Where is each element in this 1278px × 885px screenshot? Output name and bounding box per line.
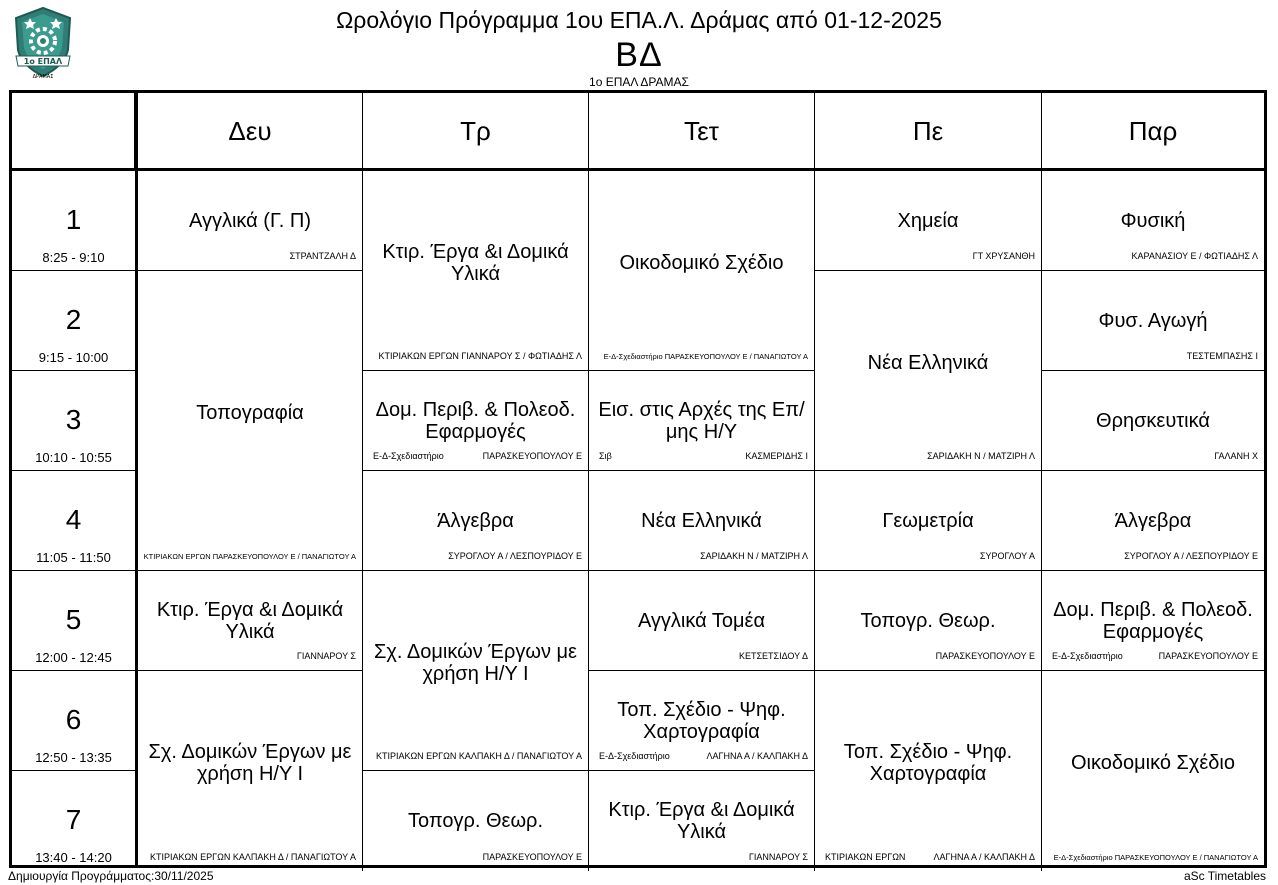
lesson-cell [138,171,363,271]
lesson-subject: Θρησκευτικά [1096,410,1210,432]
lesson-cell [363,171,589,371]
lesson-teacher: ΚΤΙΡΙΑΚΩΝ ΕΡΓΩΝ ΚΑΛΠΑΚΗ Δ / ΠΑΝΑΓΙΩΤΟΥ Α [375,751,582,761]
lesson-subject: Σχ. Δομικών Έργων με χρήση Η/Υ Ι [148,741,352,785]
lesson-room: ΚΤΙΡΙΑΚΩΝ ΕΡΓΩΝ [825,852,906,862]
lesson-teacher: ΚΤΙΡΙΑΚΩΝ ΕΡΓΩΝ ΚΑΛΠΑΚΗ Δ / ΠΑΝΑΓΙΩΤΟΥ Α [149,852,356,862]
lesson-room: Σιβ [599,451,612,461]
lesson-teacher: ΤΕΣΤΕΜΠΑΣΗΣ Ι [1186,351,1258,361]
lesson-cell [1042,471,1264,571]
lesson-subject: Αγγλικά Τομέα [637,610,766,632]
class-name: ΒΔ [615,36,663,74]
period-cell [12,171,135,271]
timetable-grid [9,90,1267,868]
lesson-cell [1042,671,1264,871]
lesson-cell [589,371,815,471]
lesson-cell [589,571,815,671]
lesson-teacher: ΛΑΓΗΝΑ Α / ΚΑΛΠΑΚΗ Δ [706,751,808,761]
lesson-cell [815,171,1042,271]
lesson-teacher: ΓΙΑΝΝΑΡΟΥ Σ [296,651,356,661]
timetable-title: Ωρολόγιο Πρόγραμμα 1ου ΕΠΑ.Λ. Δράμας από 01-12-2025 [336,7,942,33]
period-time: 8:25 - 9:10 [42,250,105,265]
period-cell [12,271,135,371]
lesson-cell [363,571,589,771]
day-header: Παρ [1128,116,1178,146]
lesson-teacher: ΓΑΛΑΝΗ Χ [1214,451,1258,461]
period-cell [12,671,135,771]
lesson-teacher: ΣΥΡΟΓΛΟΥ Α / ΛΕΣΠΟΥΡΙΔΟΥ Ε [448,551,582,561]
period-time: 12:00 - 12:45 [35,650,112,665]
lesson-teacher: Ε-Δ-Σχεδιαστήριο ΠΑΡΑΣΚΕΥΟΠΟΥΛΟΥ Ε / ΠΑΝΑΓΙΩΤΟΥ Α [1053,853,1258,862]
lesson-cell [815,471,1042,571]
period-time: 9:15 - 10:00 [38,350,109,365]
lesson-teacher: ΚΕΤΣΕΤΣΙΔΟΥ Δ [738,651,808,661]
period-number: 7 [65,804,82,835]
lesson-subject: Φυσ. Αγωγή [1098,310,1208,332]
lesson-teacher: ΣΑΡΙΔΑΚΗ Ν / ΜΑΤΖΙΡΗ Λ [700,551,808,561]
lesson-cell [815,571,1042,671]
lesson-cell [1042,171,1264,271]
lesson-subject: Κτιρ. Έργα &ι Δομικά Υλικά [608,799,795,843]
logo-text: 1ο ΕΠΑΛ [23,57,63,66]
lesson-teacher: ΣΑΡΙΔΑΚΗ Ν / ΜΑΤΖΙΡΗ Λ [927,451,1035,461]
lesson-cell [589,671,815,771]
lesson-teacher: ΓΙΑΝΝΑΡΟΥ Σ [748,852,808,862]
lesson-teacher: ΓΤ ΧΡΥΣΑΝΘΗ [972,251,1035,261]
period-time: 12:50 - 13:35 [35,750,112,765]
lesson-room: Ε-Δ-Σχεδιαστήριο [599,751,670,761]
lesson-teacher: ΣΥΡΟΓΛΟΥ Α [979,551,1035,561]
lesson-teacher: ΛΑΓΗΝΑ Α / ΚΑΛΠΑΚΗ Δ [933,852,1035,862]
corner-cell [12,93,135,170]
lesson-cell [589,771,815,871]
lesson-teacher: ΚΤΙΡΙΑΚΩΝ ΕΡΓΩΝ ΓΙΑΝΝΑΡΟΥ Σ / ΦΩΤΙΑΔΗΣ Λ [378,351,582,361]
lesson-cell [815,671,1042,871]
lesson-subject: Νέα Ελληνικά [641,510,762,532]
lesson-teacher: ΠΑΡΑΣΚΕΥΟΠΟΥΛΟΥ Ε [482,852,582,862]
lesson-subject: Τοπογρ. Θεωρ. [860,610,996,632]
lesson-subject: Άλγεβρα [437,510,514,532]
lesson-subject: Τοπογραφία [196,402,304,424]
lesson-teacher: ΚΑΡΑΝΑΣΙΟΥ Ε / ΦΩΤΙΑΔΗΣ Λ [1131,251,1258,261]
period-number: 4 [65,504,82,535]
logo-subtext: ΔΡΑΜΑΣ [32,74,54,80]
day-header: Δευ [138,93,363,170]
day-header: Τρ [363,93,589,170]
lesson-room: Ε-Δ-Σχεδιαστήριο [1052,651,1123,661]
lesson-teacher: ΣΤΡΑΝΤΖΑΛΗ Δ [289,251,356,261]
brand-label: aSc Timetables [1183,869,1266,883]
lesson-cell [1042,571,1264,671]
lesson-subject: Τοπ. Σχέδιο - Ψηφ. Χαρτογραφία [843,741,1013,785]
lesson-subject: Φυσική [1120,210,1186,232]
lesson-subject: Τοπ. Σχέδιο - Ψηφ. Χαρτογραφία [617,699,786,743]
lesson-cell [1042,271,1264,371]
lesson-teacher: ΠΑΡΑΣΚΕΥΟΠΟΥΛΟΥ Ε [1158,651,1258,661]
period-time: 13:40 - 14:20 [35,850,112,865]
period-time: 10:10 - 10:55 [35,450,112,465]
lesson-subject: Νέα Ελληνικά [867,352,989,374]
lesson-subject: Δομ. Περιβ. & Πολεοδ. Εφαρμογές [375,399,576,443]
lesson-subject: Οικοδομικό Σχέδιο [619,252,784,274]
lesson-cell [589,171,815,371]
lesson-subject: Κτιρ. Έργα &ι Δομικά Υλικά [382,241,569,285]
lesson-cell [815,271,1042,471]
period-cell [12,471,135,571]
created-date: Δημιουργία Προγράμματος:30/11/2025 [8,869,214,883]
lesson-subject: Οικοδομικό Σχέδιο [1070,752,1235,774]
period-cell [12,771,135,871]
lesson-subject: Γεωμετρία [882,510,974,532]
lesson-teacher: ΚΤΙΡΙΑΚΩΝ ΕΡΓΩΝ ΠΑΡΑΣΚΕΥΟΠΟΥΛΟΥ Ε / ΠΑΝΑΓΙΩΤΟΥ Α [143,552,356,561]
lesson-subject: Άλγεβρα [1114,510,1192,532]
lesson-teacher: ΠΑΡΑΣΚΕΥΟΠΟΥΛΟΥ Ε [482,451,582,461]
lesson-subject: Τοπογρ. Θεωρ. [407,810,543,832]
lesson-teacher: ΚΑΣΜΕΡΙΔΗΣ Ι [745,451,808,461]
lesson-subject: Αγγλικά (Γ. Π) [189,210,311,232]
period-cell [12,571,135,671]
school-name: 1ο ΕΠΑΛ ΔΡΑΜΑΣ [589,75,689,89]
period-number: 3 [65,404,82,435]
lesson-teacher: ΠΑΡΑΣΚΕΥΟΠΟΥΛΟΥ Ε [935,651,1035,661]
period-number: 1 [65,204,82,235]
lesson-cell [138,671,363,871]
period-number: 6 [65,704,82,735]
lesson-cell [363,371,589,471]
day-header: Πε [815,93,1042,170]
lesson-teacher: Ε-Δ-Σχεδιαστήριο ΠΑΡΑΣΚΕΥΟΠΟΥΛΟΥ Ε / ΠΑΝΑΓΙΩΤΟΥ Α [603,352,808,361]
period-time: 11:05 - 11:50 [36,550,111,565]
period-number: 5 [65,604,82,635]
lesson-cell [1042,371,1264,471]
lesson-subject: Χημεία [897,210,959,232]
lesson-cell [138,571,363,671]
lesson-cell [363,771,589,871]
lesson-subject: Δομ. Περιβ. & Πολεοδ. Εφαρμογές [1053,599,1253,643]
lesson-cell [138,271,363,571]
lesson-teacher: ΣΥΡΟΓΛΟΥ Α / ΛΕΣΠΟΥΡΙΔΟΥ Ε [1124,551,1258,561]
lesson-cell [363,471,589,571]
period-cell [12,371,135,471]
lesson-room: Ε-Δ-Σχεδιαστήριο [373,451,444,461]
lesson-subject: Σχ. Δομικών Έργων με χρήση Η/Υ Ι [374,641,577,685]
lesson-cell [589,471,815,571]
lesson-subject: Εισ. στις Αρχές της Επ/μης Η/Υ [598,399,805,443]
period-number: 2 [65,304,82,335]
day-header: Τετ [589,93,815,170]
lesson-subject: Κτιρ. Έργα &ι Δομικά Υλικά [156,599,344,643]
